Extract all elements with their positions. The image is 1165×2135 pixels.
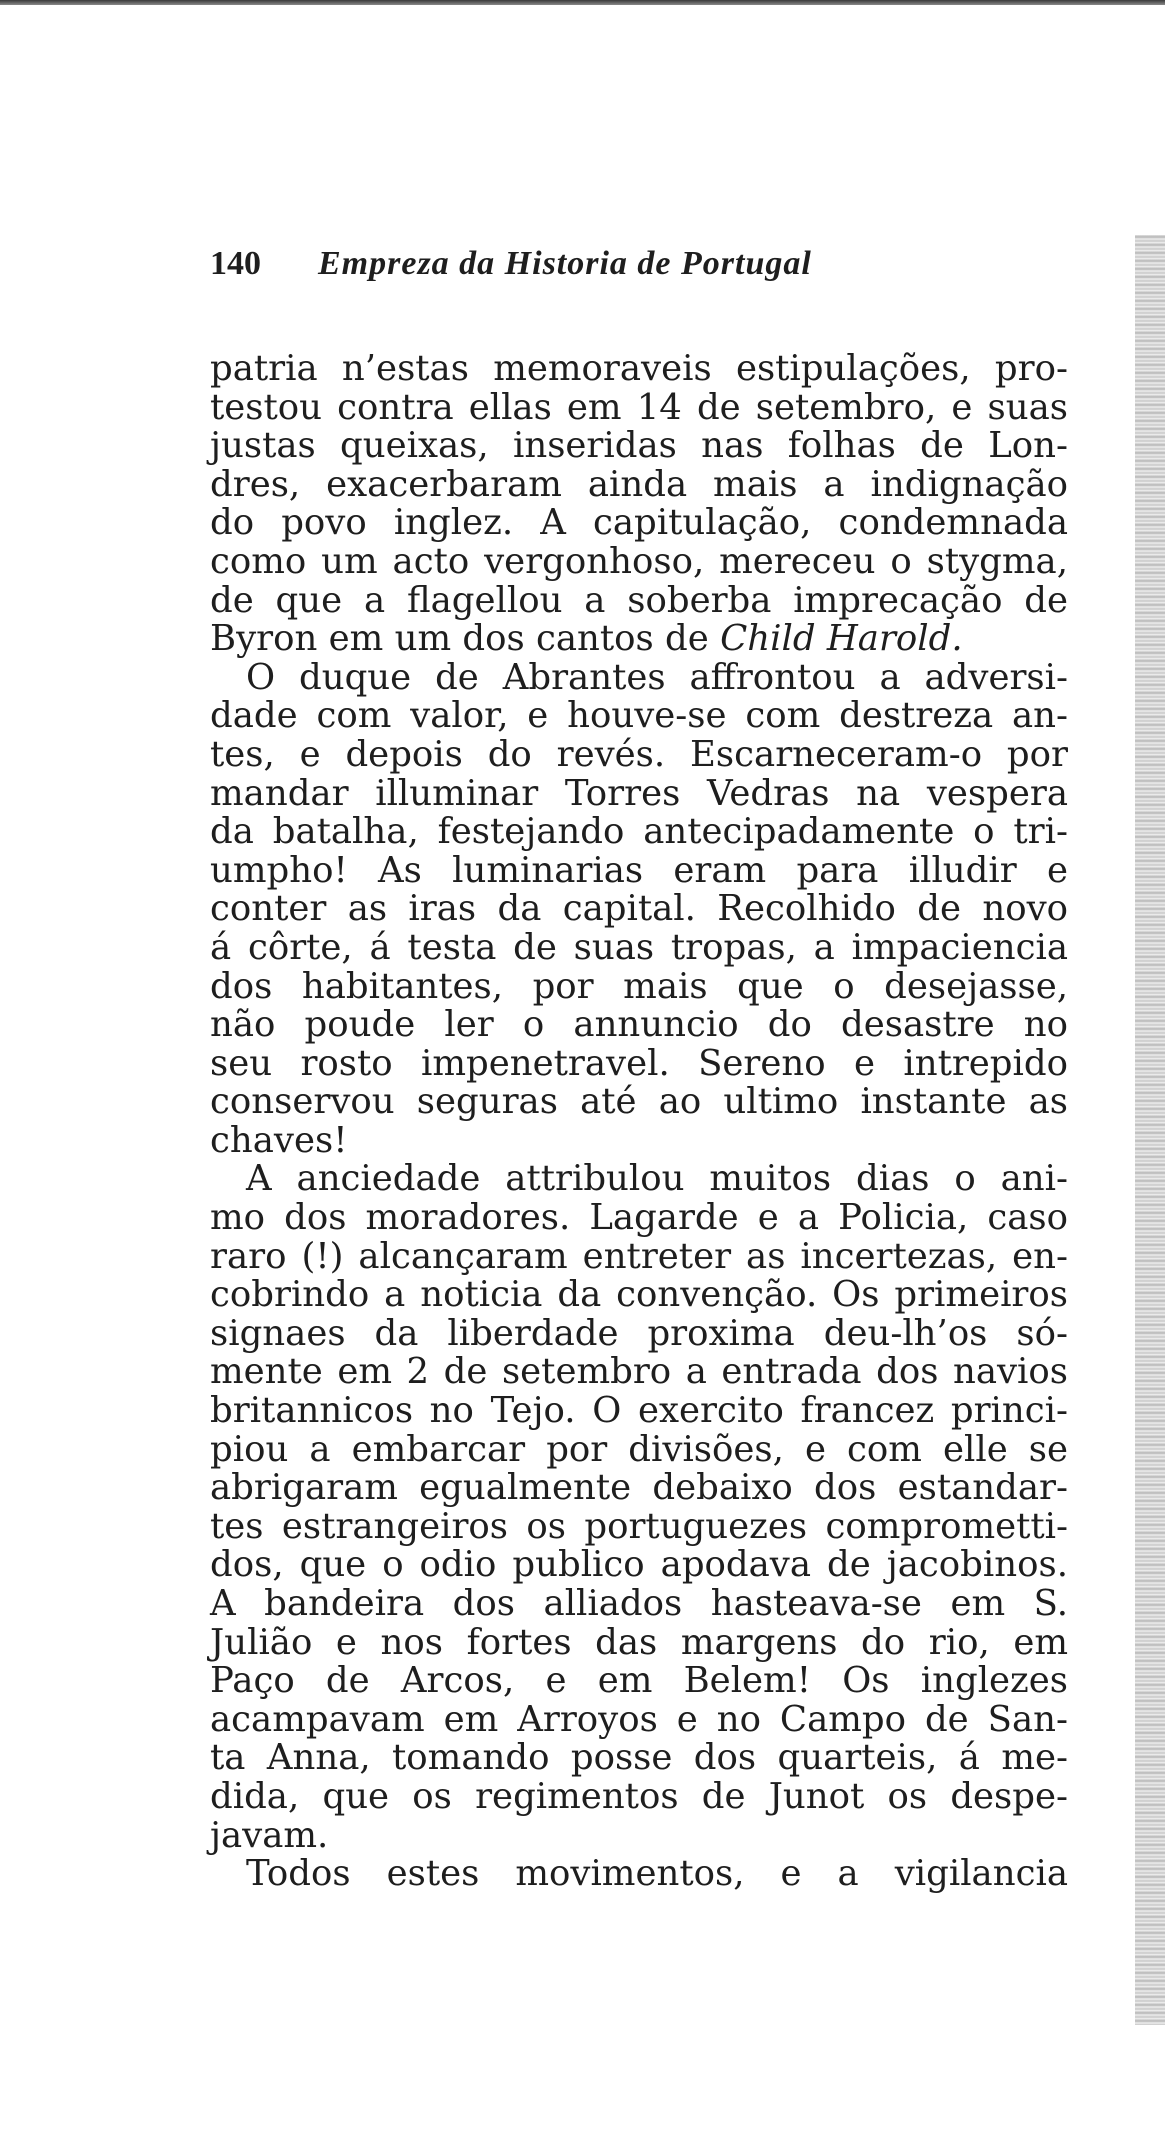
text-line: dos, que o odio publico apodava de jacobinos. [210, 1544, 1068, 1586]
text-line: patria n’estas memoraveis estipulações, pro- [210, 348, 1068, 389]
text-line: Julião e nos fortes das margens do rio, em [210, 1621, 1068, 1663]
paragraph-start-line: O duque de Abrantes affrontou a adversi- [246, 656, 1068, 698]
text-line: acampavam em Arroyos e no Campo de San- [210, 1698, 1068, 1740]
text-line: á côrte, á testa de suas tropas, a impaciencia [210, 926, 1068, 968]
text-line: como um acto vergonhoso, mereceu o stygma, [210, 540, 1068, 582]
text-line: seu rosto impenetravel. Sereno e intrepido [210, 1042, 1068, 1084]
text-line: conter as iras da capital. Recolhido de novo [210, 888, 1068, 930]
text-line: piou a embarcar por divisões, e com elle se [210, 1428, 1068, 1470]
paragraph-start-line: Todos estes movimentos, e a vigilancia [246, 1853, 1068, 1895]
text-line: cobrindo a noticia da convenção. Os primeiros [210, 1274, 1068, 1316]
text-line: mandar illuminar Torres Vedras na vespera [210, 772, 1068, 814]
text-line: conservou seguras até ao ultimo instante as [210, 1081, 1068, 1123]
running-head [210, 238, 1070, 290]
text-line: tes estrangeiros os portuguezes compromettі- [210, 1505, 1068, 1547]
running-title: Empreza da Historia de Portugal [318, 245, 812, 282]
text-line: testou contra ellas em 14 de setembro, e suas [210, 386, 1068, 428]
text-line: Paço de Arcos, e em Belem! Os inglezes [210, 1660, 1068, 1702]
paragraph-end-line: javam. [210, 1814, 329, 1856]
text-line: não poude ler o annuncio do desastre no [210, 1004, 1068, 1046]
italic-title: Child Harold. [720, 618, 963, 660]
text-line: tes, e depois do revés. Escarneceram-o por [210, 733, 1068, 775]
text-line: da batalha, festejando antecipadamente o tri- [210, 811, 1068, 853]
text-line-with-title [210, 620, 1068, 659]
text-line: dres, exacerbaram ainda mais a indignação [210, 463, 1068, 505]
text-line-start: Byron em um dos cantos de [210, 618, 709, 660]
text-line: abrigaram egualmente debaixo dos estandar- [210, 1467, 1068, 1509]
text-line: raro (!) alcançaram entreter as incertezas, en- [210, 1235, 1068, 1277]
body-text [210, 350, 1068, 1894]
text-line: A bandeira dos alliados hasteava-se em S. [210, 1583, 1068, 1624]
top-border-rule [0, 0, 1165, 5]
paragraph-end-line: chaves! [210, 1119, 348, 1161]
text-line: justas queixas, inseridas nas folhas de Lon- [210, 425, 1068, 467]
paragraph-start-line: A anciedade attribulou muitos dias o ani- [246, 1158, 1068, 1200]
text-line: dade com valor, e houve-se com destreza an- [210, 695, 1068, 737]
page-number: 140 [210, 245, 261, 282]
text-line: dos habitantes, por mais que o desejasse, [210, 965, 1068, 1007]
text-line: do povo inglez. A capitulação, condemnada [210, 502, 1068, 544]
text-line: dida, que os regimentos de Junot os despe- [210, 1775, 1068, 1817]
text-line: ta Anna, tomando posse dos quarteis, á me- [210, 1737, 1068, 1779]
text-line: signaes da liberdade proxima deu-lh’os só- [210, 1312, 1068, 1354]
text-line: mo dos moradores. Lagarde e a Policia, caso [210, 1197, 1068, 1239]
text-line: mente em 2 de setembro a entrada dos navios [210, 1351, 1068, 1393]
page-edge-shadow [1135, 235, 1165, 2025]
text-line: umpho! As luminarias eram para illudir e [210, 849, 1068, 891]
text-line: de que a flagellou a soberba imprecação de [210, 579, 1068, 621]
text-line: britannicos no Tejo. O exercito francez princi- [210, 1390, 1068, 1432]
